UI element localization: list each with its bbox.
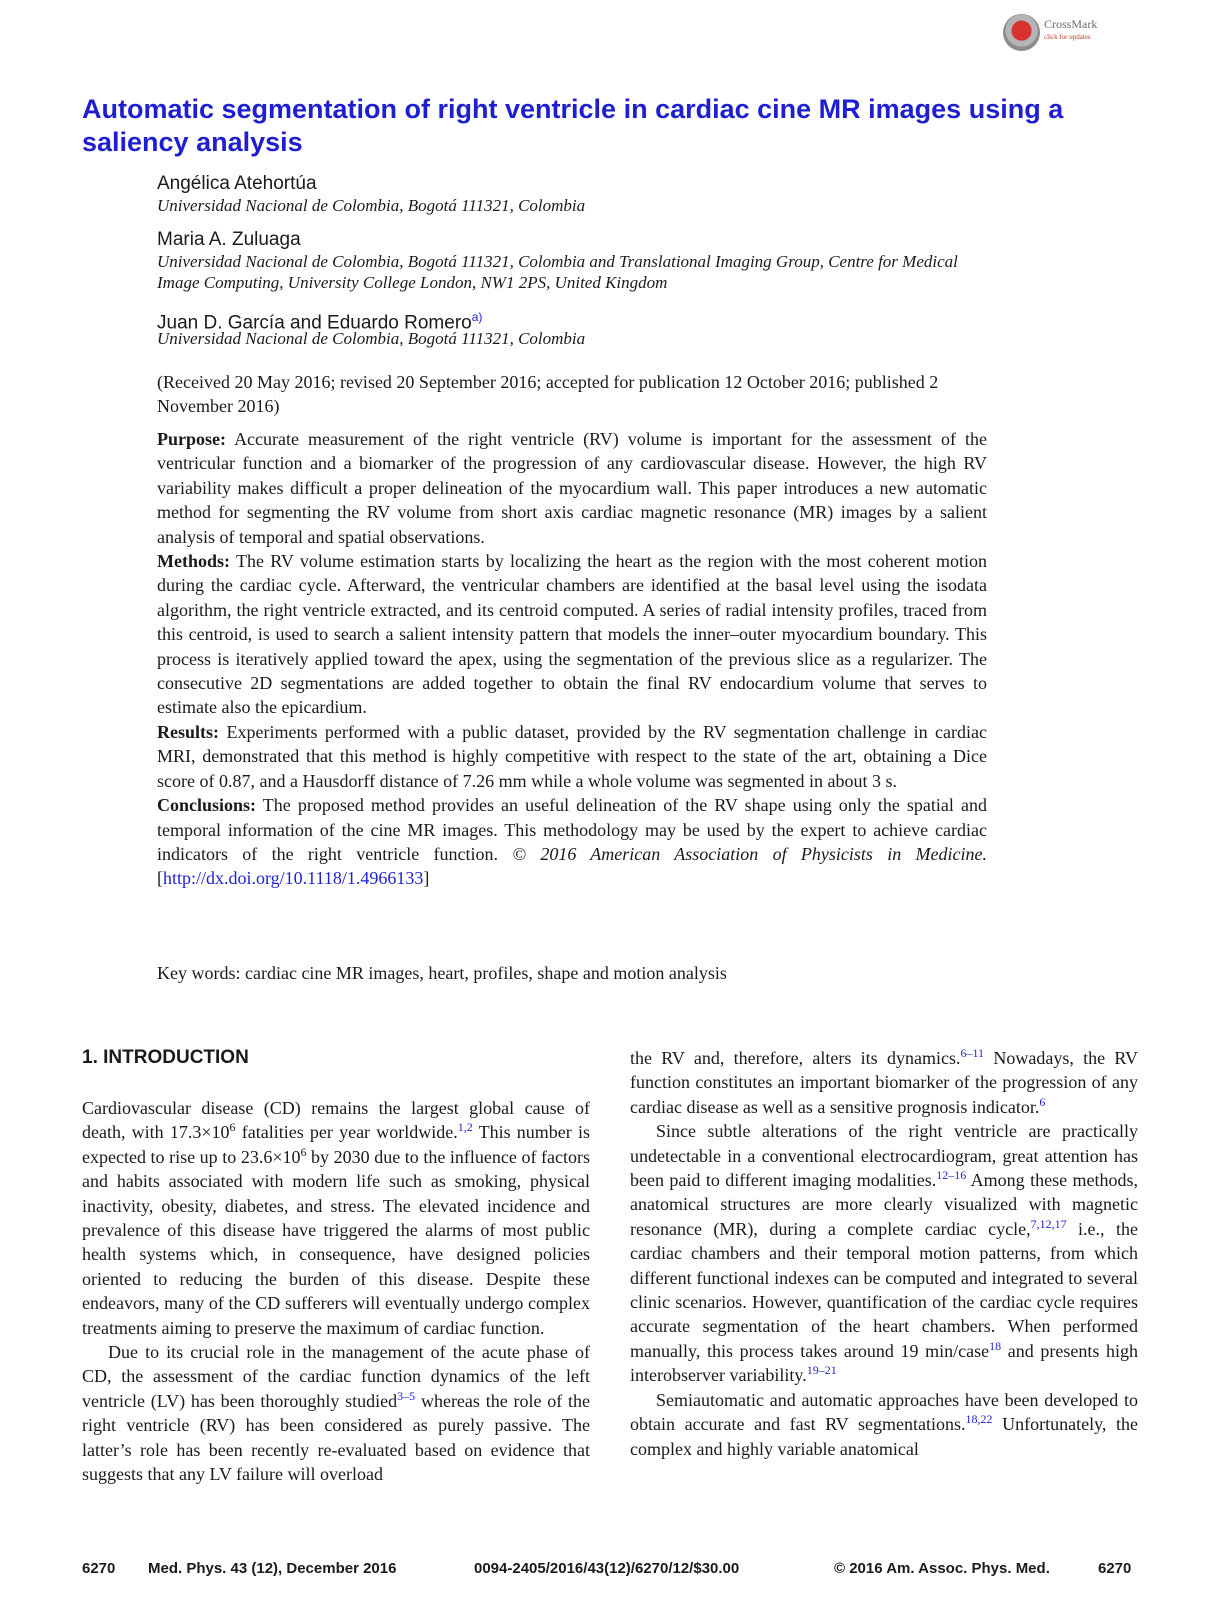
methods-label: Methods:	[157, 551, 230, 572]
author-3-affiliation: Universidad Nacional de Colombia, Bogotá 111321, Colombia	[157, 329, 586, 348]
conclusions-text: The proposed method provides an useful delineation of the RV shape using only the spatial and temporal information of the cine MR images. This methodology may be used by the expert to achieve cardiac indicators of the right ventricle function.	[157, 795, 987, 864]
text-run: i.e., the cardiac chambers and their temporal motion patterns, from which different functional indexes can be computed and integrated to several clinic scenarios. However, quantification of the cardiac cycle requires accurate segmentation of the heart chambers. When performed manually, this process takes around 19 min/case	[630, 1218, 1138, 1361]
text-run: and presents high interobserver variability.	[630, 1340, 1138, 1386]
section-number: 1.	[82, 1047, 98, 1068]
text-run: whereas the role of the right ventricle (RV) has been considered as purely passive. The latter’s role has been recently re-evaluated based on evidence that suggests that any LV failure will overload	[82, 1390, 590, 1485]
purpose-text: Accurate measurement of the right ventricle (RV) volume is important for the assessment of the ventricular function and a biomarker of the progression of any cardiovascular disease. However, the high RV variability makes difficult a proper delineation of the myocardium wall. This paper introduces a new automatic method for segmenting the RV volume from short axis cardiac magnetic resonance (MR) images by a salient analysis of temporal and spatial observations.	[157, 429, 988, 547]
reference-link[interactable]: 6	[1039, 1094, 1046, 1109]
author-3-name: Juan D. García and Eduardo Romero	[157, 312, 472, 334]
footer-page-number-left: 6270	[82, 1560, 116, 1577]
received-dates: (Received 20 May 2016; revised 20 September 2016; accepted for publication 12 October 2016; published 2 November 2016)	[157, 372, 939, 416]
text-run: Among these methods, anatomical structures are more clearly visualized with magnetic resonance (MR), during a complete cardiac cycle,	[630, 1170, 1138, 1239]
abstract-copyright: © 2016 American Association of Physicists in Medicine.	[512, 843, 987, 864]
author-3-footnote-mark[interactable]: a)	[471, 310, 483, 324]
footer-page-number-right: 6270	[1098, 1560, 1132, 1577]
text-run: Due to its crucial role in the management of the acute phase of CD, the assessment of the cardiac function dynamics of the left ventricle (LV) has been thoroughly studied	[82, 1342, 590, 1411]
author-1-affiliation: Universidad Nacional de Colombia, Bogotá 111321, Colombia	[157, 196, 586, 215]
reference-link[interactable]: 1,2	[457, 1120, 473, 1135]
abstract-methods	[157, 549, 987, 720]
crossmark-sublabel: click for updates	[1044, 33, 1091, 41]
reference-link[interactable]: 18	[989, 1338, 1002, 1353]
section-title: INTRODUCTION	[103, 1047, 249, 1068]
text-run: Since subtle alterations of the right ventricle are practically undetectable in a conventional electrocardiogram, great attention has been paid to different imaging modalities.	[630, 1121, 1138, 1191]
methods-text: The RV volume estimation starts by localizing the heart as the region with the most coherent motion during the cardiac cycle. Afterward, the ventricular chambers are identified at the basal level using the isodata algorithm, the right ventricle extracted, and its centroid computed. A series of radial intensity profiles, traced from this centroid, is used to search a salient intensity pattern that models the inner–outer myocardium boundary. This process is iteratively applied toward the apex, using the segmentation of the previous slice as a regularizer. The consecutive 2D segmentations are added together to obtain the final RV endocardium volume that serves to estimate also the epicardium.	[157, 551, 987, 718]
text-run: Unfortunately, the complex and highly variable anatomical	[630, 1414, 1138, 1459]
results-label: Results:	[157, 721, 219, 742]
intro-paragraph-4	[630, 1388, 1138, 1461]
exponent: 6	[300, 1144, 307, 1159]
intro-paragraph-1	[82, 1096, 590, 1340]
paper-title: Automatic segmentation of right ventricle in cardiac cine MR images using a saliency analysis	[82, 94, 1064, 157]
text-run: the RV and, therefore, alters its dynamics.	[630, 1048, 961, 1068]
intro-paragraph-2	[82, 1340, 590, 1486]
reference-link[interactable]: 3–5	[397, 1388, 416, 1403]
reference-link[interactable]: 12–16	[936, 1168, 967, 1183]
text-run: Semiautomatic and automatic approaches have been developed to obtain accurate and fast RV segmentations.	[630, 1389, 1138, 1435]
author-2-affiliation: Universidad Nacional de Colombia, Bogotá 111321, Colombia and Translational Imaging Group, Centre for Medical Image Computing, University College London, NW1 2PS, United Kingdom	[157, 252, 958, 292]
footer-journal: Med. Phys. 43 (12), December 2016	[148, 1560, 397, 1577]
crossmark-label: CrossMark	[1044, 17, 1098, 31]
text-run: by 2030 due to the influence of factors and habits associated with modern life such as smoking, physical inactivity, obesity, diabetes, and stress. The elevated incidence and prevalence of this disease have triggered the alarms of most public health systems which, in consequence, have designed policies oriented to reducing the burden of this disease. Despite these endeavors, many of the CD sufferers will eventually undergo complex treatments aiming to preserve the maximum of cardiac function.	[82, 1146, 590, 1338]
conclusions-label: Conclusions:	[157, 795, 257, 816]
footer-copyright: © 2016 Am. Assoc. Phys. Med.	[834, 1560, 1050, 1577]
keywords: Key words: cardiac cine MR images, heart, profiles, shape and motion analysis	[157, 963, 727, 983]
abstract-conclusions: Conclusions: The proposed method provides an useful delineation of the RV shape using only the spatial and temporal information of the cine MR images. This methodology may be used by the expert to achieve cardiac indicators of the right ventricle function. © 2016 American Association of Physicists in Medicine. [http://dx.doi.org/10.1118/1.4966133]	[157, 795, 987, 889]
intro-column-left	[82, 1096, 590, 1487]
reference-link[interactable]: 19–21	[806, 1363, 837, 1378]
author-1: Angélica Atehortúa	[157, 173, 317, 194]
text-run: fatalities per year worldwide.	[235, 1122, 458, 1143]
doi-link[interactable]: http://dx.doi.org/10.1118/1.4966133	[163, 868, 424, 889]
abstract-results	[157, 720, 987, 793]
author-2: Maria A. Zuluaga	[157, 229, 301, 250]
text-run: Nowadays, the RV function constitutes an important biomarker of the progression of any cardiac disease as well as a sensitive prognosis indicator.	[630, 1048, 1138, 1117]
reference-link[interactable]: 6–11	[960, 1046, 985, 1060]
text-run: Cardiovascular disease (CD) remains the largest global cause of death, with 17.3×10	[82, 1098, 590, 1143]
text-run: This number is expected to rise up to 23.6×10	[82, 1122, 590, 1167]
reference-link[interactable]: 18,22	[965, 1412, 993, 1427]
reference-link[interactable]: 7,12,17	[1030, 1216, 1067, 1231]
intro-column-right	[630, 1046, 1138, 1461]
abstract-purpose	[157, 427, 987, 549]
intro-paragraph-3	[630, 1119, 1138, 1387]
section-heading-introduction	[82, 1047, 249, 1069]
purpose-label: Purpose:	[157, 429, 226, 449]
footer-article-code: 0094-2405/2016/43(12)/6270/12/$30.00	[474, 1560, 740, 1577]
crossmark-badge[interactable]	[1003, 14, 1113, 52]
results-text: Experiments performed with a public dataset, provided by the RV segmentation challenge in cardiac MRI, demonstrated that this method is highly competitive with respect to the state of the art, obtaining a Dice score of 0.87, and a Hausdorff distance of 7.26 mm while a whole volume was segmented in about 3 s.	[157, 721, 987, 791]
abstract	[157, 427, 987, 891]
intro-paragraph-2-continued	[630, 1046, 1138, 1119]
exponent: 6	[229, 1120, 236, 1135]
crossmark-icon	[1003, 14, 1040, 51]
